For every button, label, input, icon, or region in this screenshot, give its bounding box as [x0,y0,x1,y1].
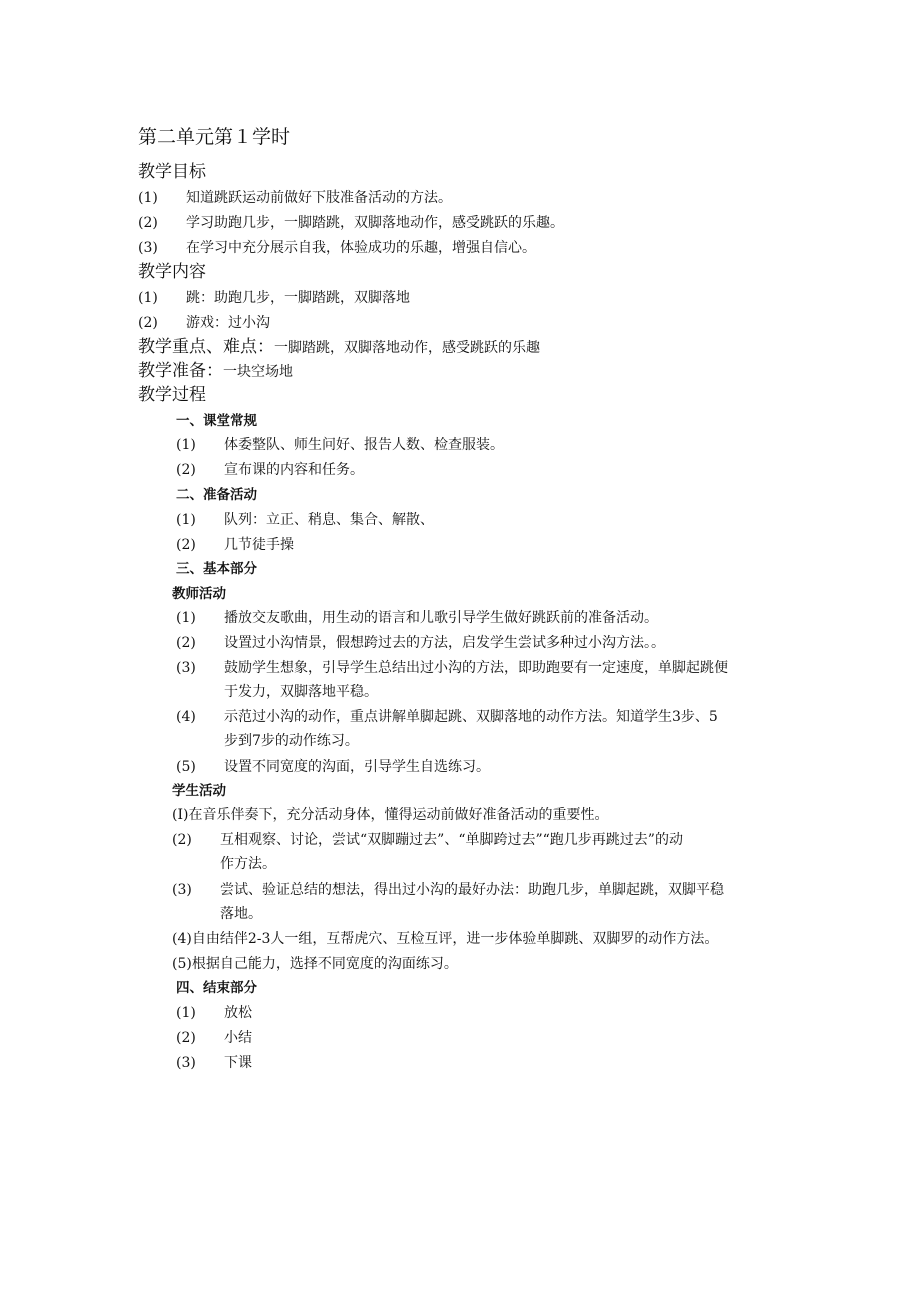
teacher-text: 示范过小沟的动作，重点讲解单脚起跳、双脚落地的动作方法。知道学生3步、5 [224,709,718,725]
objective-item [138,188,452,208]
routine-item [176,435,504,455]
teacher-number: (2) [176,635,196,651]
student-item: (I)在音乐伴奏下，充分活动身体，懂得运动前做好准备活动的重要性。 [172,807,609,823]
teacher-text: 鼓励学生想象，引导学生总结出过小沟的方法，即助跑要有一定速度，单脚起跳便 [224,660,728,676]
closing-text: 下课 [224,1055,252,1071]
teacher-activity-heading: 教师活动 [172,586,226,602]
closing-number: (2) [176,1030,196,1046]
warmup-item [176,535,294,555]
student-item [172,880,724,900]
warmup-text: 队列：立正、稍息、集合、解散、 [224,512,434,528]
content-text: 跳：助跑几步，一脚踏跳，双脚落地 [186,290,410,306]
content-text: 游戏：过小沟 [186,315,270,331]
routine-text: 体委整队、师生问好、报告人数、检查服装。 [224,437,504,453]
teacher-text: 设置不同宽度的沟面，引导学生自选练习。 [224,759,490,775]
preparation-heading: 教学准备： [138,361,223,381]
teacher-item [176,608,658,628]
preparation-text: 一块空场地 [223,364,293,380]
student-activity-heading: 学生活动 [172,783,226,799]
student-text: 尝试、验证总结的想法，得出过小沟的最好办法：助跑几步，单脚起跳，双脚平稳 [220,882,724,898]
routine-item [176,460,364,480]
student-number: (2) [172,832,192,848]
objective-number: (2) [138,215,158,231]
teacher-text: 设置过小沟情景，假想跨过去的方法，启发学生尝试多种过小沟方法。。 [224,635,665,651]
teacher-item [176,707,718,727]
student-text-continued: 作方法。 [220,856,276,872]
student-number: (3) [172,882,192,898]
objectives-heading: 教学目标 [138,162,206,182]
routine-text: 宣布课的内容和任务。 [224,462,364,478]
warmup-item [176,510,434,530]
content-number: (1) [138,290,158,306]
student-item: (5)根据自己能力，选择不同宽度的沟面练习。 [172,956,458,972]
content-number: (2) [138,315,158,331]
objective-number: (3) [138,240,158,256]
objective-number: (1) [138,190,158,206]
objective-text: 知道跳跃运动前做好下肢准备活动的方法。 [186,190,452,206]
routine-number: (2) [176,462,196,478]
objective-item [138,213,564,233]
section-main-heading: 三、基本部分 [176,561,257,577]
teacher-number: (5) [176,759,196,775]
content-item [138,288,410,308]
teacher-item [176,757,490,777]
objective-text: 学习助跑几步，一脚踏跳，双脚落地动作，感受跳跃的乐趣。 [186,215,564,231]
keypoints-heading: 教学重点、难点： [138,337,274,357]
objective-item [138,238,536,258]
warmup-text: 几节徒手操 [224,537,294,553]
routine-number: (1) [176,437,196,453]
closing-number: (3) [176,1055,196,1071]
student-text-continued: 落地。 [220,906,262,922]
teacher-number: (1) [176,610,196,626]
closing-item [176,1028,252,1048]
teacher-number: (4) [176,709,196,725]
student-text: 互相观察、讨论，尝试“双脚蹦过去”、“单脚跨过去”“跑几步再跳过去”的动 [220,832,683,848]
closing-item [176,1003,252,1023]
warmup-number: (2) [176,537,196,553]
content-item [138,313,270,333]
objective-text: 在学习中充分展示自我，体验成功的乐趣，增强自信心。 [186,240,536,256]
preparation-line [138,359,293,384]
keypoints-line [138,335,540,360]
student-item: (4)自由结伴2-3人一组，互帮虎穴、互检互评，进一步体验单脚跳、双脚罗的动作方法。 [172,931,719,947]
content-heading: 教学内容 [138,262,206,282]
section-routine-heading: 一、课堂常规 [176,413,257,429]
closing-item [176,1053,252,1073]
process-heading: 教学过程 [138,385,206,405]
closing-text: 放松 [224,1005,252,1021]
teacher-text: 播放交友歌曲，用生动的语言和儿歌引导学生做好跳跃前的准备活动。 [224,610,658,626]
teacher-text-continued: 步到7步的动作练习。 [224,733,359,749]
section-closing-heading: 四、结束部分 [176,980,257,996]
teacher-item [176,633,665,653]
teacher-item [176,658,728,678]
teacher-number: (3) [176,660,196,676]
keypoints-text: 一脚踏跳，双脚落地动作，感受跳跃的乐趣 [274,340,540,356]
closing-text: 小结 [224,1030,252,1046]
teacher-text-continued: 于发力，双脚落地平稳。 [224,684,378,700]
warmup-number: (1) [176,512,196,528]
closing-number: (1) [176,1005,196,1021]
student-item [172,830,683,850]
page-title: 第二单元第１学时 [138,126,291,148]
section-warmup-heading: 二、准备活动 [176,487,257,503]
